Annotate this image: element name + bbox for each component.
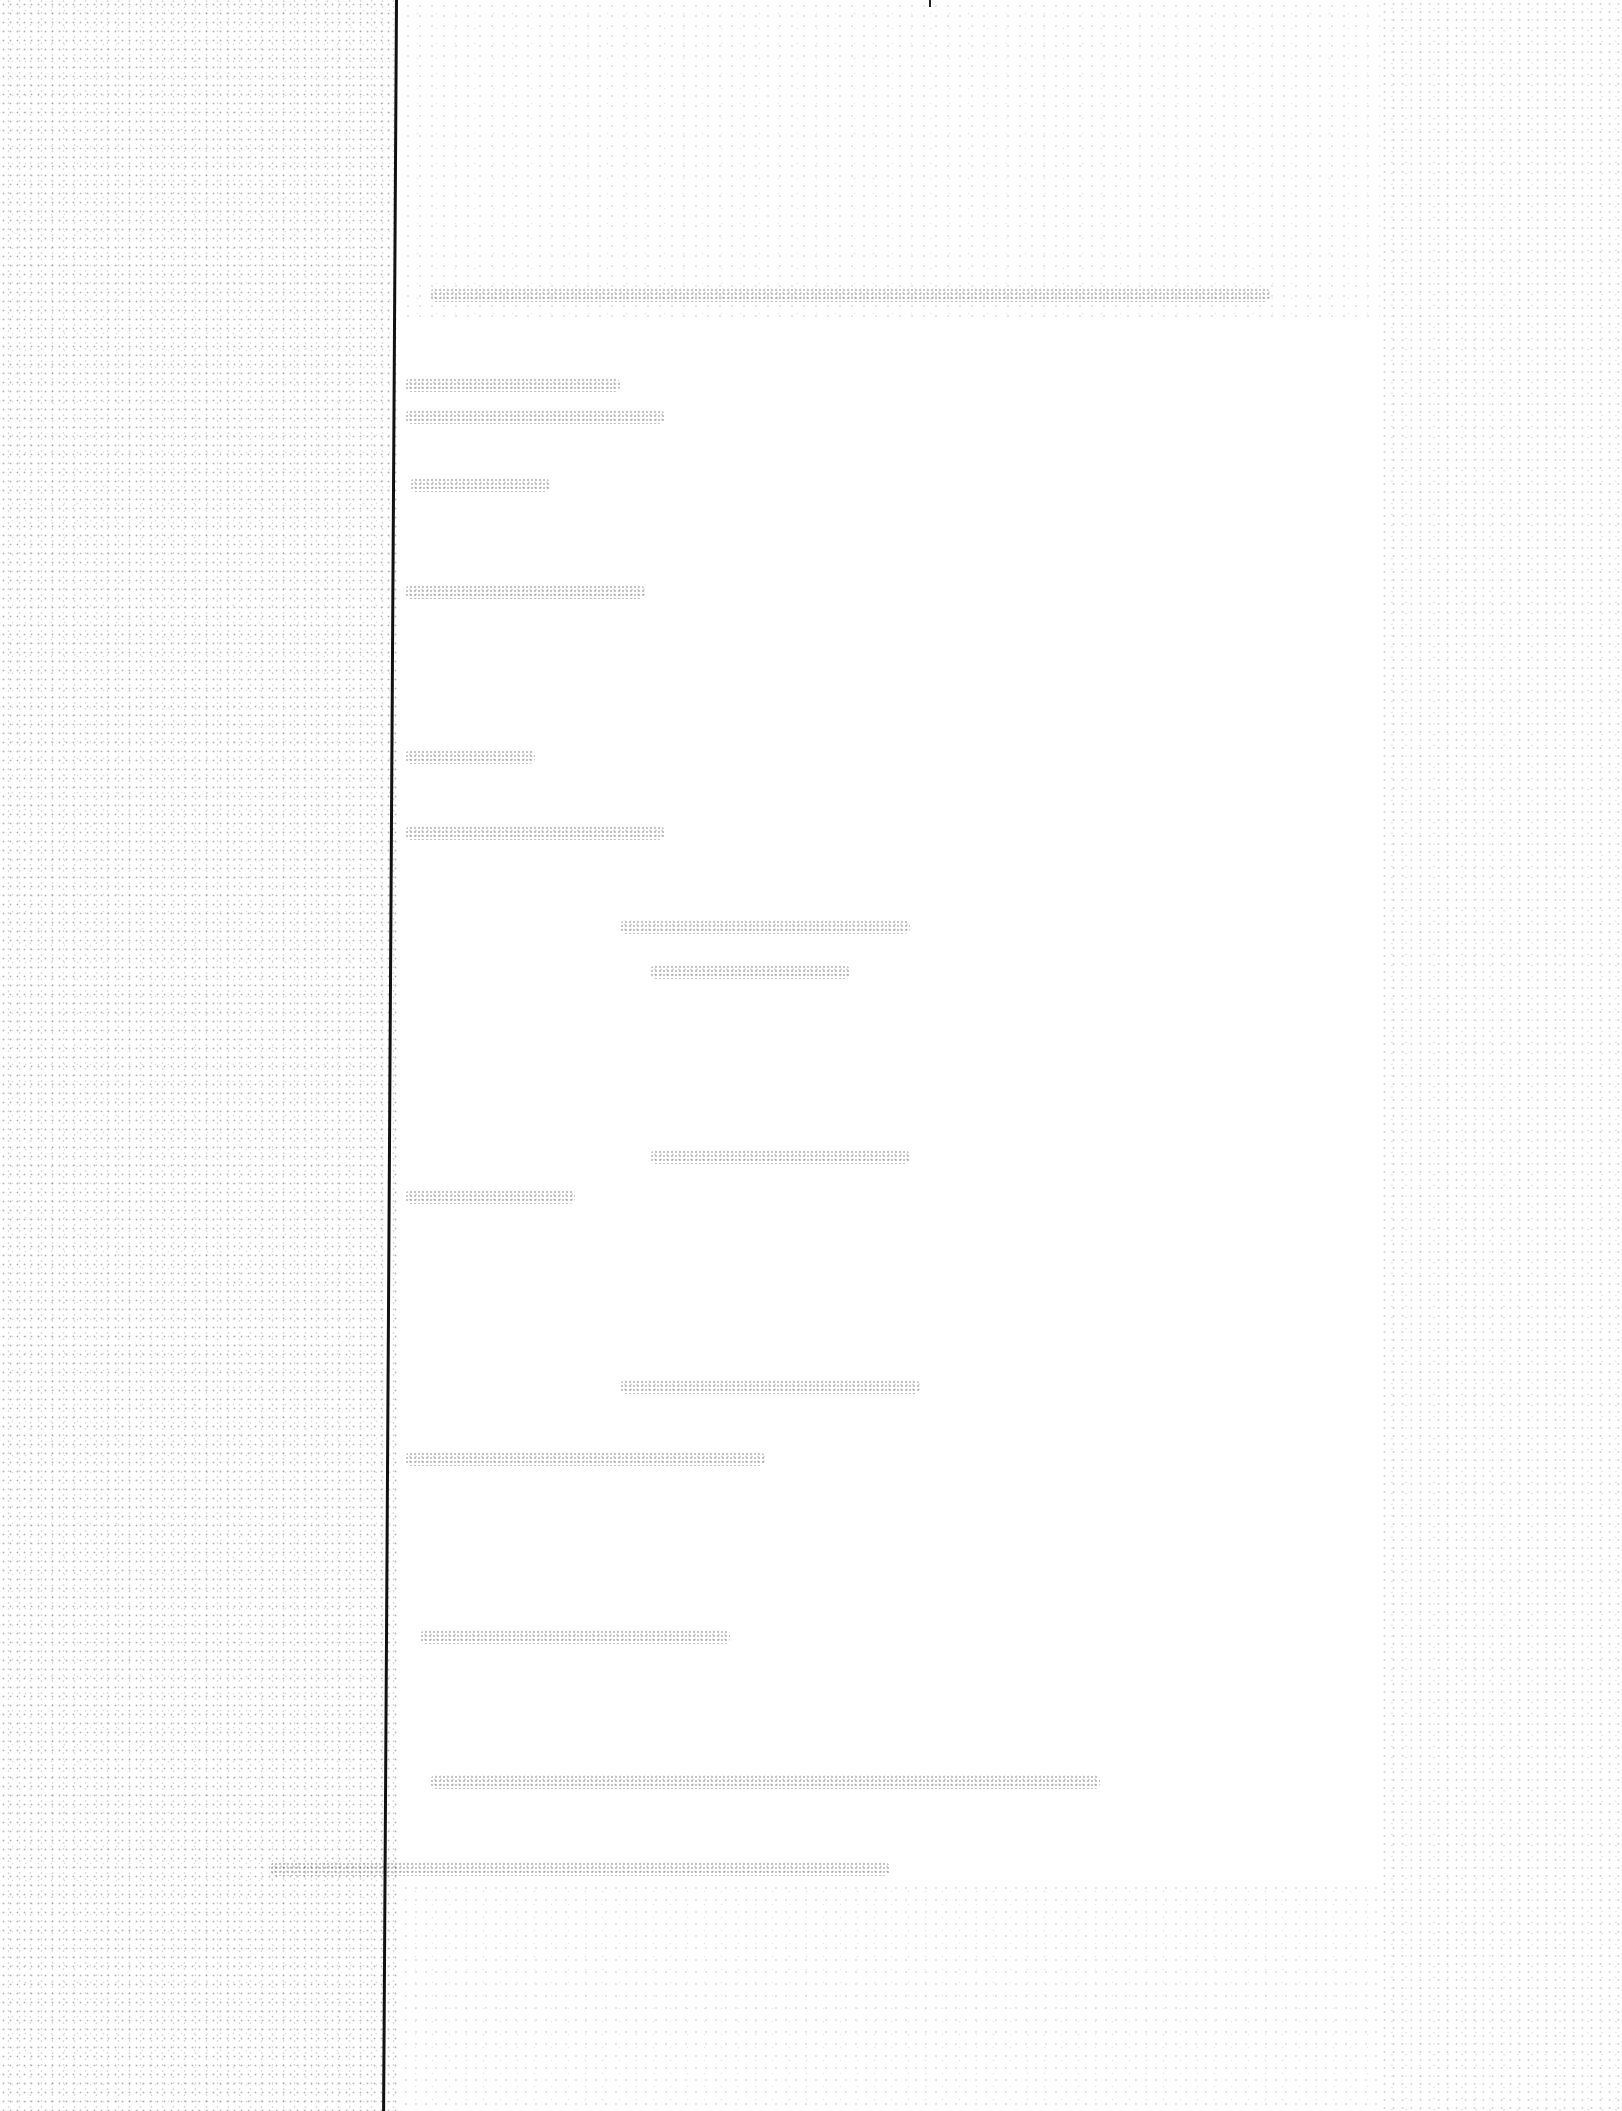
faded-line — [430, 1775, 1100, 1789]
faded-line — [620, 920, 910, 934]
faded-line — [405, 410, 665, 424]
faded-line — [410, 478, 550, 492]
faded-line — [650, 1150, 910, 1164]
top-tick-mark — [929, 0, 931, 7]
scan-noise-left — [0, 0, 400, 2111]
vertical-rule-line — [382, 0, 398, 2111]
faded-line — [420, 1630, 730, 1644]
faded-line — [270, 1862, 890, 1876]
faded-line — [405, 1190, 575, 1204]
faded-line — [405, 826, 665, 840]
scan-noise-right — [1380, 0, 1622, 2111]
scan-noise-top — [400, 0, 1380, 320]
faded-line — [620, 1380, 920, 1394]
faded-line — [405, 378, 620, 392]
scan-noise-bottom — [400, 1880, 1380, 2111]
faded-line — [405, 585, 645, 599]
faded-line — [650, 965, 850, 979]
faded-line — [405, 1452, 765, 1466]
faded-line — [430, 288, 1270, 302]
faded-line — [405, 750, 535, 764]
